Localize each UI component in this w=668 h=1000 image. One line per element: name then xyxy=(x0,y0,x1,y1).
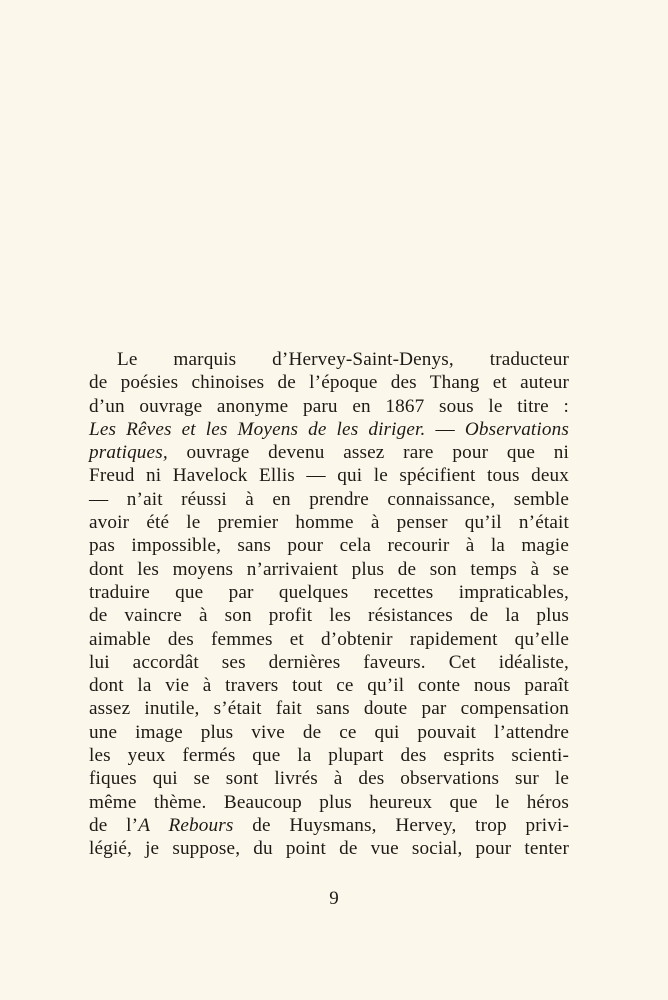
text-fragment: de l’ xyxy=(89,814,139,836)
text-line: avoir été le premier homme à penser qu’il n’était xyxy=(89,512,569,534)
text-line: traduire que par quelques recettes impraticables, xyxy=(89,581,569,603)
text-line: de poésies chinoises de l’époque des Thang et auteur xyxy=(89,372,569,394)
text-line: une image plus vive de ce qui pouvait l’attendre xyxy=(89,721,569,743)
text-line: dont les moyens n’arrivaient plus de son temps à se xyxy=(89,558,569,580)
text-line: légié, je suppose, du point de vue social, pour tenter xyxy=(89,838,569,860)
book-title-italic: A Rebours xyxy=(138,814,234,836)
book-subtitle-italic: Observations xyxy=(464,418,570,440)
text-line: pas impossible, sans pour cela recourir à la magie xyxy=(89,535,569,557)
text-fragment: — xyxy=(425,418,465,440)
text-line: Le marquis d’Hervey-Saint-Denys, traducteur xyxy=(117,349,569,370)
text-fragment: ouvrage devenu assez rare pour que ni xyxy=(167,442,569,464)
text-line: assez inutile, s’était fait sans doute par compensation xyxy=(89,698,569,720)
body-paragraph xyxy=(89,348,569,861)
text-line xyxy=(89,814,569,837)
text-line xyxy=(89,441,569,464)
text-line: — n’ait réussi à en prendre connaissance, semble xyxy=(89,488,569,510)
text-line: fiques qui se sont livrés à des observations sur le xyxy=(89,768,569,790)
text-line: d’un ouvrage anonyme paru en 1867 sous le titre : xyxy=(89,395,569,417)
book-title-italic: Les Rêves et les Moyens de les diriger. xyxy=(89,418,426,440)
text-line: de vaincre à son profit les résistances de la plus xyxy=(89,605,569,627)
page-number: 9 xyxy=(329,888,339,909)
text-line: aimable des femmes et d’obtenir rapidement qu’elle xyxy=(89,628,569,650)
text-fragment: de Huysmans, Hervey, trop privi- xyxy=(233,814,569,836)
text-line: même thème. Beaucoup plus heureux que le héros xyxy=(89,791,569,813)
text-line: lui accordât ses dernières faveurs. Cet idéaliste, xyxy=(89,651,569,673)
text-line xyxy=(89,418,569,441)
text-line: dont la vie à travers tout ce qu’il conte nous paraît xyxy=(89,675,569,697)
book-subtitle-italic: pratiques, xyxy=(89,442,168,464)
text-line: Freud ni Havelock Ellis — qui le spécifient tous deux xyxy=(89,465,569,487)
text-line: les yeux fermés que la plupart des esprits scienti- xyxy=(89,745,569,767)
